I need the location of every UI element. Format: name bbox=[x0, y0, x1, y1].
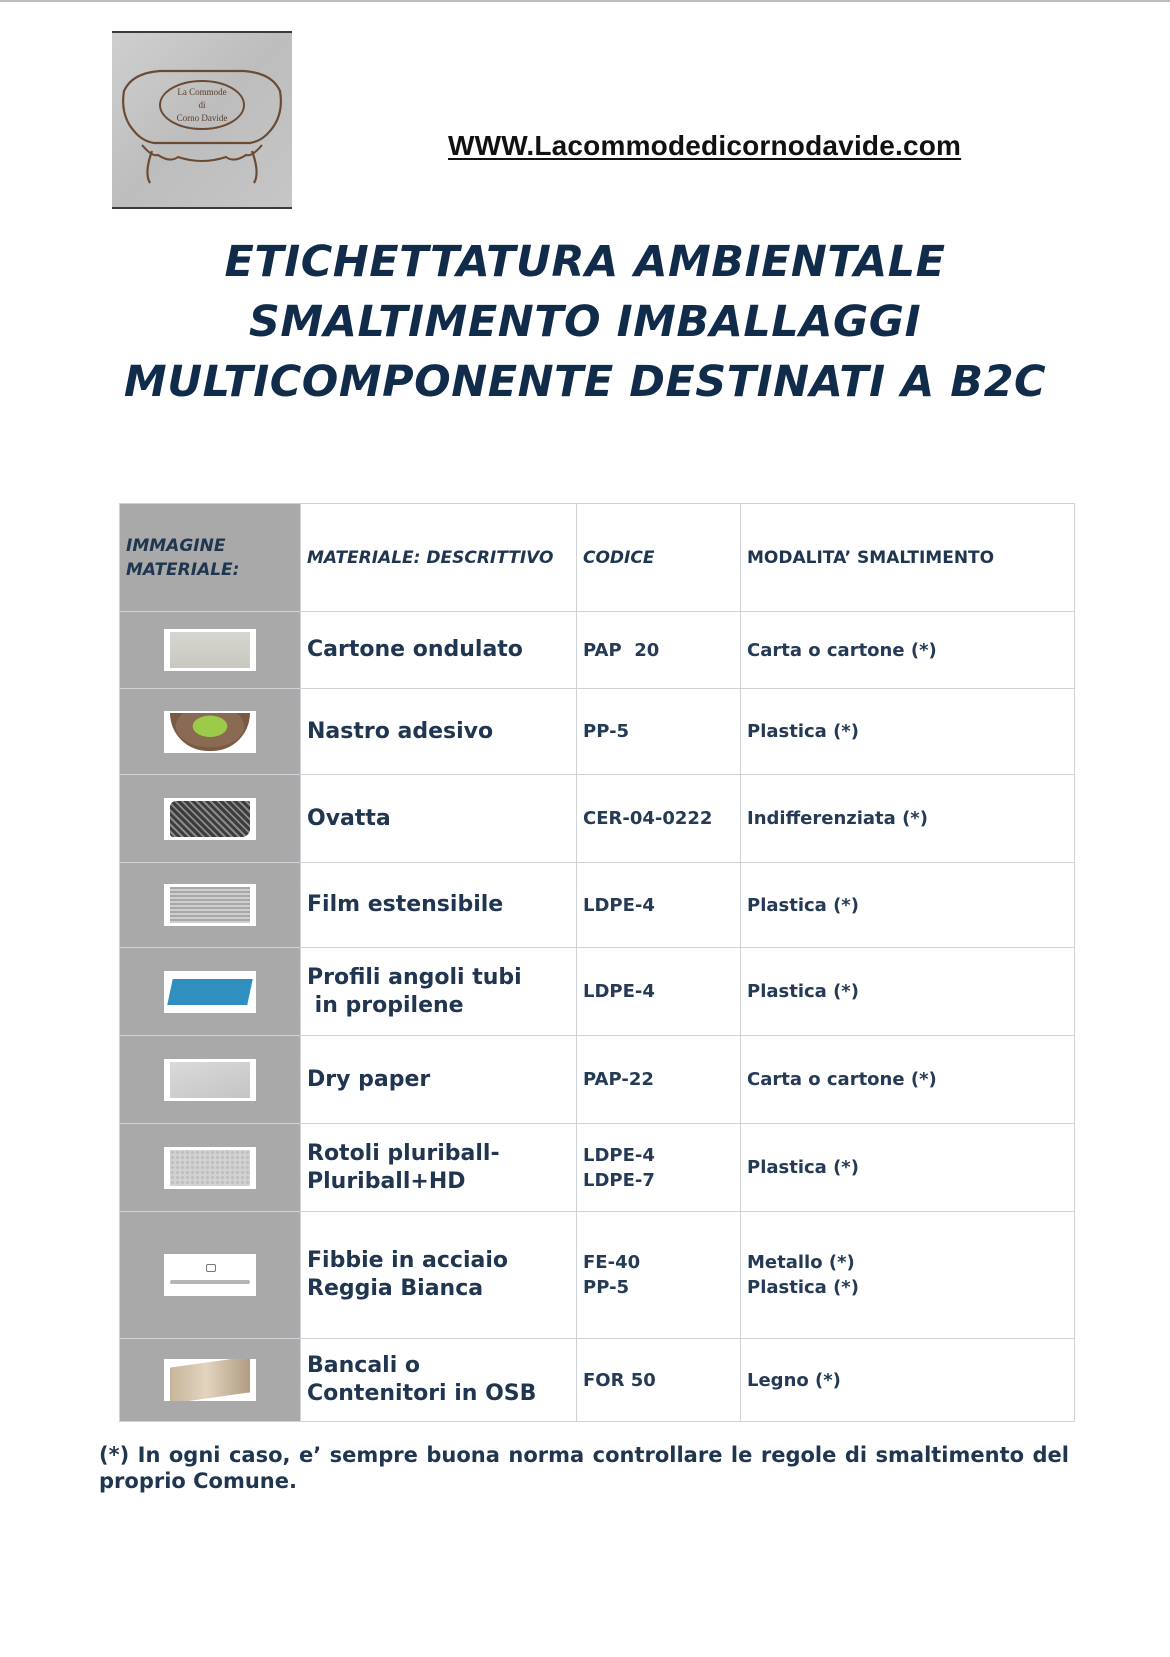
disposal-method-cell bbox=[741, 1124, 1075, 1212]
material-image-cell bbox=[120, 775, 301, 863]
header-code: CODICE bbox=[577, 504, 741, 612]
disposal-method-cell bbox=[741, 1339, 1075, 1422]
logo-line-1: La Commode bbox=[177, 87, 227, 97]
disposal-method-cell-line: Legno (*) bbox=[747, 1369, 841, 1391]
bubble-wrap-icon bbox=[164, 1147, 256, 1189]
website-link[interactable]: WWW.Lacommodedicornodavide.com bbox=[448, 130, 962, 161]
material-code-cell-line: FOR 50 bbox=[583, 1369, 656, 1391]
disposal-method-cell-line: Carta o cartone (*) bbox=[747, 1069, 937, 1090]
material-name-cell-line: Profili angoli tubi bbox=[307, 964, 522, 990]
disposal-method-cell-line: Plastica (*) bbox=[747, 1277, 859, 1298]
material-name-cell bbox=[301, 1339, 577, 1422]
material-code-cell-line: LDPE-4 bbox=[583, 1144, 655, 1166]
tape-roll-icon bbox=[164, 711, 256, 753]
dry-paper-icon bbox=[164, 1059, 256, 1101]
material-name-cell bbox=[301, 612, 577, 689]
material-code-cell bbox=[577, 1036, 741, 1124]
material-image-cell bbox=[120, 1124, 301, 1212]
title-line-3: MULTICOMPONENTE DESTINATI A B2C bbox=[123, 357, 1047, 407]
table-header-row bbox=[120, 504, 1075, 612]
material-name-cell-line: Film estensibile bbox=[307, 892, 504, 917]
material-image-cell bbox=[120, 863, 301, 948]
wadding-icon bbox=[164, 798, 256, 840]
material-name-cell-line: Reggia Bianca bbox=[307, 1276, 484, 1301]
material-code-cell-line: PP-5 bbox=[583, 721, 630, 742]
disposal-method-cell-line: Plastica (*) bbox=[747, 894, 859, 916]
material-code-cell-line: PAP 20 bbox=[583, 639, 660, 661]
material-name-cell bbox=[301, 689, 577, 775]
steel-buckle-icon bbox=[164, 1254, 256, 1296]
material-code-cell bbox=[577, 863, 741, 948]
material-code-cell bbox=[577, 775, 741, 863]
disposal-method-cell-line: Plastica (*) bbox=[747, 981, 859, 1002]
footnote: (*) In ogni caso, e’ sempre buona norma controllare le regole di smaltimento del proprio Comune. bbox=[99, 1443, 1069, 1493]
table-row bbox=[120, 1212, 1075, 1339]
material-code-cell bbox=[577, 948, 741, 1036]
table-row bbox=[120, 1124, 1075, 1212]
material-name-cell bbox=[301, 1036, 577, 1124]
materials-table bbox=[119, 503, 1075, 1422]
stretch-film-icon bbox=[164, 884, 256, 926]
disposal-method-cell bbox=[741, 612, 1075, 689]
material-code-cell-line: PAP-22 bbox=[583, 1069, 654, 1090]
table-row bbox=[120, 775, 1075, 863]
material-code-cell bbox=[577, 689, 741, 775]
material-image-cell bbox=[120, 1036, 301, 1124]
top-rule bbox=[0, 0, 1170, 2]
title-line-1: ETICHETTATURA AMBIENTALE bbox=[224, 237, 946, 287]
material-code-cell-line: LDPE-7 bbox=[583, 1169, 655, 1191]
osb-crate-icon bbox=[164, 1359, 256, 1401]
material-code-cell-line: LDPE-4 bbox=[583, 981, 655, 1002]
header-image bbox=[120, 504, 301, 612]
logo-line-2: di bbox=[198, 100, 206, 110]
header-material: MATERIALE: DESCRITTIVO bbox=[301, 504, 577, 612]
material-code-cell bbox=[577, 1339, 741, 1422]
material-name-cell-line: Cartone ondulato bbox=[307, 637, 523, 662]
material-code-cell-line: LDPE-4 bbox=[583, 894, 655, 916]
disposal-method-cell bbox=[741, 775, 1075, 863]
table-row bbox=[120, 863, 1075, 948]
table-row bbox=[120, 689, 1075, 775]
table-row bbox=[120, 612, 1075, 689]
header-image-line-2: MATERIALE: bbox=[126, 559, 240, 580]
material-name-cell bbox=[301, 1124, 577, 1212]
material-code-cell-line: CER-04-0222 bbox=[583, 808, 713, 829]
disposal-method-cell-line: Plastica (*) bbox=[747, 721, 859, 742]
material-name-cell-line: Contenitori in OSB bbox=[307, 1381, 537, 1406]
material-name-cell-line: Nastro adesivo bbox=[307, 718, 494, 744]
table-row bbox=[120, 1339, 1075, 1422]
material-name-cell-line: Ovatta bbox=[307, 805, 391, 831]
material-image-cell bbox=[120, 1212, 301, 1339]
material-name-cell-line: Dry paper bbox=[307, 1066, 431, 1092]
page-title bbox=[0, 232, 1170, 412]
header-image-line-1: IMMAGINE bbox=[126, 535, 226, 556]
material-name-cell bbox=[301, 775, 577, 863]
material-code-cell bbox=[577, 1212, 741, 1339]
material-name-cell bbox=[301, 863, 577, 948]
material-image-cell bbox=[120, 689, 301, 775]
disposal-method-cell bbox=[741, 1212, 1075, 1339]
material-image-cell bbox=[120, 948, 301, 1036]
company-logo bbox=[112, 31, 292, 209]
disposal-method-cell-line: Carta o cartone (*) bbox=[747, 639, 937, 661]
material-name-cell-line: in propilene bbox=[307, 992, 464, 1018]
material-name-cell-line: Fibbie in acciaio bbox=[307, 1248, 509, 1273]
cardboard-icon bbox=[164, 629, 256, 671]
table-row bbox=[120, 1036, 1075, 1124]
material-code-cell bbox=[577, 1124, 741, 1212]
material-code-cell-line: FE-40 bbox=[583, 1252, 641, 1273]
header-disposal: MODALITA’ SMALTIMENTO bbox=[741, 504, 1075, 612]
material-image-cell bbox=[120, 612, 301, 689]
disposal-method-cell-line: Indifferenziata (*) bbox=[747, 808, 928, 829]
table-row bbox=[120, 948, 1075, 1036]
corner-profile-icon bbox=[164, 971, 256, 1013]
material-code-cell bbox=[577, 612, 741, 689]
material-name-cell-line: Rotoli pluriball- bbox=[307, 1140, 500, 1166]
disposal-method-cell-line: Metallo (*) bbox=[747, 1252, 855, 1273]
material-name-cell-line: Pluriball+HD bbox=[307, 1168, 466, 1194]
title-line-2: SMALTIMENTO IMBALLAGGI bbox=[248, 297, 922, 347]
disposal-method-cell bbox=[741, 1036, 1075, 1124]
disposal-method-cell bbox=[741, 863, 1075, 948]
material-name-cell-line: Bancali o bbox=[307, 1353, 421, 1378]
material-image-cell bbox=[120, 1339, 301, 1422]
disposal-method-cell bbox=[741, 948, 1075, 1036]
logo-line-3: Corno Davide bbox=[176, 113, 228, 123]
material-name-cell bbox=[301, 1212, 577, 1339]
disposal-method-cell bbox=[741, 689, 1075, 775]
disposal-method-cell-line: Plastica (*) bbox=[747, 1157, 859, 1178]
material-name-cell bbox=[301, 948, 577, 1036]
material-code-cell-line: PP-5 bbox=[583, 1277, 630, 1298]
